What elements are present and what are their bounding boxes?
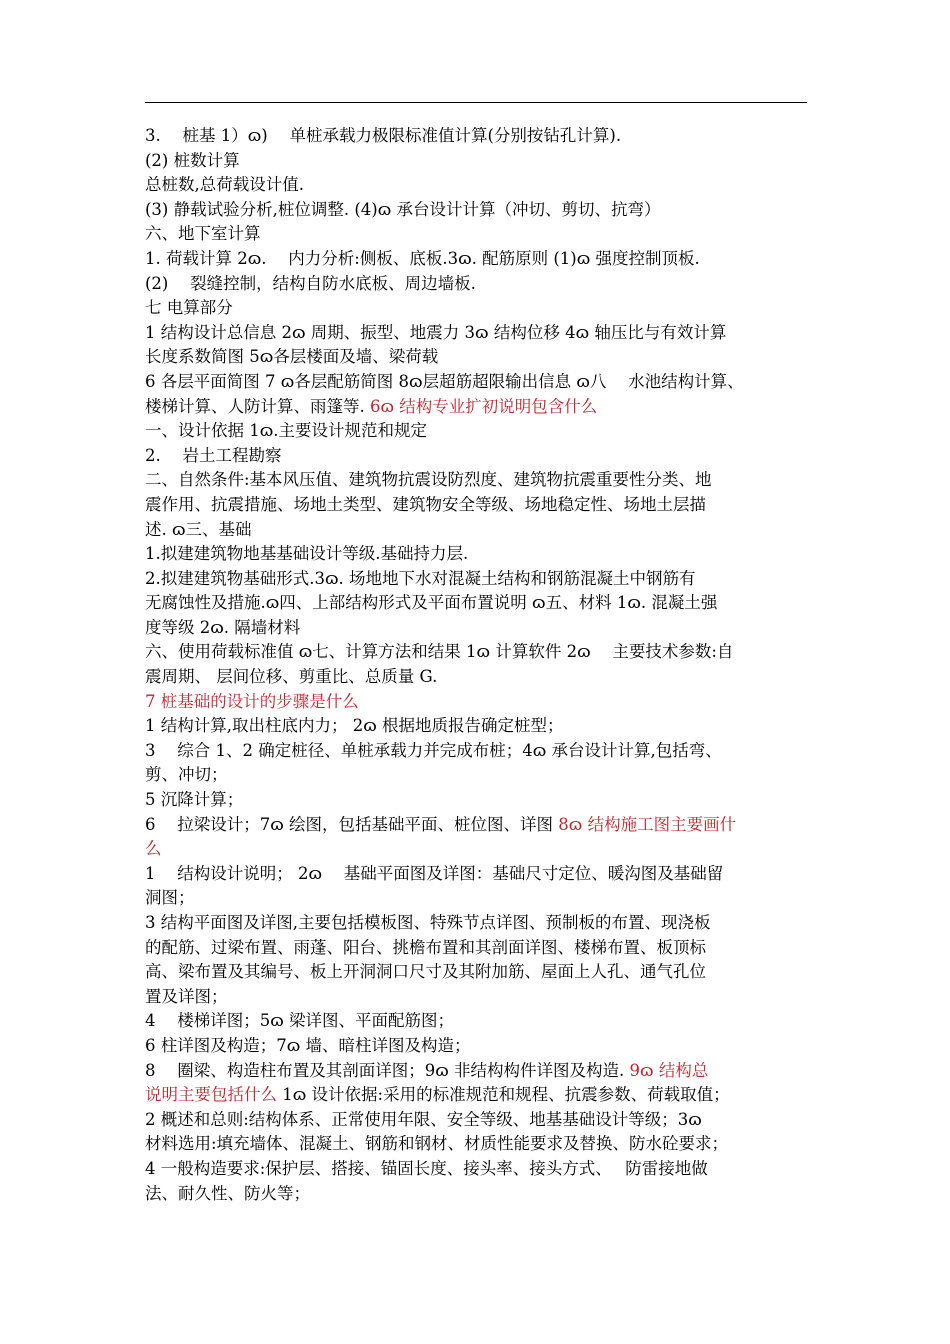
text-segment: 材料选用:填充墙体、混凝土、钢筋和钢材、材质性能要求及替换、防水砼要求； xyxy=(145,1134,729,1154)
text-line xyxy=(145,370,813,395)
text-segment: 5 沉降计算； xyxy=(145,790,244,810)
text-line xyxy=(145,1083,813,1108)
text-line xyxy=(145,837,813,862)
text-segment: 4 楼梯详图；5ɷ 梁详图、平面配筋图； xyxy=(145,1011,455,1031)
text-line xyxy=(145,813,813,838)
text-segment: 剪、冲切； xyxy=(145,765,228,785)
text-segment: 1 结构设计总信息 2ɷ 周期、振型、地震力 3ɷ 结构位移 4ɷ 轴压比与有效计算 xyxy=(145,322,727,342)
text-line xyxy=(145,640,813,665)
text-line xyxy=(145,591,813,616)
text-line xyxy=(145,518,813,543)
text-segment: (2) 裂缝控制，结构自防水底板、周边墙板. xyxy=(145,273,476,293)
text-segment: 6 柱详图及构造；7ɷ 墙、暗柱详图及构造； xyxy=(145,1035,471,1055)
text-line xyxy=(145,1108,813,1133)
text-line xyxy=(145,542,813,567)
text-line xyxy=(145,321,813,346)
text-line xyxy=(145,567,813,592)
text-line xyxy=(145,345,813,370)
text-segment: 3 综合 1、2 确定桩径、单桩承载力并完成布桩；4ɷ 承台设计计算,包括弯、 xyxy=(145,740,722,760)
text-segment: 1ɷ 设计依据:采用的标准规范和规程、抗震参数、荷载取值； xyxy=(277,1085,730,1105)
text-segment: 2 概述和总则:结构体系、正常使用年限、安全等级、地基基础设计等级；3ɷ xyxy=(145,1109,702,1129)
text-line xyxy=(145,173,813,198)
text-line xyxy=(145,665,813,690)
text-line xyxy=(145,714,813,739)
text-line xyxy=(145,124,813,149)
text-segment: 1.拟建建筑物地基基础设计等级.基础持力层. xyxy=(145,544,469,564)
text-segment: 4 一般构造要求:保护层、搭接、锚固长度、接头率、接头方式、 防雷接地做 xyxy=(145,1158,708,1178)
text-line xyxy=(145,739,813,764)
text-line xyxy=(145,985,813,1010)
text-line xyxy=(145,690,813,715)
text-line xyxy=(145,493,813,518)
text-line xyxy=(145,936,813,961)
text-segment: 1 结构设计说明； 2ɷ 基础平面图及详图：基础尺寸定位、暖沟图及基础留 xyxy=(145,863,724,883)
text-line xyxy=(145,1157,813,1182)
text-segment: 度等级 2ɷ. 隔墙材料 xyxy=(145,617,301,637)
text-segment: 七 电算部分 xyxy=(145,298,233,318)
text-line xyxy=(145,222,813,247)
text-line xyxy=(145,1034,813,1059)
text-line xyxy=(145,616,813,641)
text-segment: 一、设计依据 1ɷ.主要设计规范和规定 xyxy=(145,421,428,441)
text-line xyxy=(145,198,813,223)
text-line xyxy=(145,468,813,493)
text-segment: 震周期、 层间位移、剪重比、总质量 G. xyxy=(145,667,438,687)
text-segment: 二、自然条件:基本风压值、建筑物抗震设防烈度、建筑物抗震重要性分类、地 xyxy=(145,470,712,490)
text-segment: 2. 岩土工程勘察 xyxy=(145,445,282,465)
text-line xyxy=(145,395,813,420)
highlighted-heading-text: 7 桩基础的设计的步骤是什么 xyxy=(145,691,359,711)
text-segment: 的配筋、过梁布置、雨蓬、阳台、挑檐布置和其剖面详图、楼梯布置、板顶标 xyxy=(145,937,706,957)
text-line xyxy=(145,1059,813,1084)
highlighted-heading-text: 6ɷ 结构专业扩初说明包含什么 xyxy=(370,396,598,416)
text-segment: (2) 桩数计算 xyxy=(145,150,240,170)
text-line xyxy=(145,149,813,174)
highlighted-heading-text: 说明主要包括什么 xyxy=(145,1085,277,1105)
text-line xyxy=(145,960,813,985)
text-segment: 洞图； xyxy=(145,888,195,908)
text-segment: 六、使用荷载标准值 ɷ七、计算方法和结果 1ɷ 计算软件 2ɷ 主要技术参数:自 xyxy=(145,642,734,662)
highlighted-heading-text: 9ɷ 结构总 xyxy=(629,1060,709,1080)
text-line xyxy=(145,1132,813,1157)
header-rule xyxy=(145,102,807,103)
text-line xyxy=(145,419,813,444)
text-line xyxy=(145,1182,813,1207)
text-segment: 震作用、抗震措施、场地土类型、建筑物安全等级、场地稳定性、场地土层描 xyxy=(145,494,706,514)
text-segment: 2.拟建建筑物基础形式.3ɷ. 场地地下水对混凝土结构和钢筋混凝土中钢筋有 xyxy=(145,568,696,588)
text-line xyxy=(145,247,813,272)
text-segment: 法、耐久性、防火等； xyxy=(145,1183,310,1203)
text-segment: 置及详图； xyxy=(145,986,228,1006)
text-line xyxy=(145,272,813,297)
text-segment: 长度系数简图 5ɷ各层楼面及墙、梁荷载 xyxy=(145,347,439,367)
text-segment: 无腐蚀性及措施.ɷ四、上部结构形式及平面布置说明 ɷ五、材料 1ɷ. 混凝土强 xyxy=(145,593,718,613)
document-body xyxy=(145,124,813,1206)
text-line xyxy=(145,1009,813,1034)
text-segment: 6 各层平面简图 7 ɷ各层配筋简图 8ɷ层超筋超限输出信息 ɷ八 水池结构计算、 xyxy=(145,371,744,391)
text-segment: (3) 静载试验分析,桩位调整. (4)ɷ 承台设计计算（冲切、剪切、抗弯） xyxy=(145,199,661,219)
text-segment: 6 拉梁设计；7ɷ 绘图，包括基础平面、桩位图、详图 xyxy=(145,814,559,834)
text-segment: 1 结构计算,取出柱底内力； 2ɷ 根据地质报告确定桩型； xyxy=(145,716,564,736)
text-segment: 高、梁布置及其编号、板上开洞洞口尺寸及其附加筋、屋面上人孔、通气孔位 xyxy=(145,962,706,982)
text-segment: 8 圈梁、构造柱布置及其剖面详图；9ɷ 非结构构件详图及构造. xyxy=(145,1060,630,1080)
highlighted-heading-text: 么 xyxy=(145,839,162,859)
text-segment: 总桩数,总荷载设计值. xyxy=(145,175,304,195)
text-segment: 3. 桩基 1）ɷ) 单桩承载力极限标准值计算(分别按钻孔计算). xyxy=(145,126,622,145)
text-segment: 3 结构平面图及详图,主要包括模板图、特殊节点详图、预制板的布置、现浇板 xyxy=(145,913,711,932)
text-line xyxy=(145,763,813,788)
highlighted-heading-text: 8ɷ 结构施工图主要画什 xyxy=(558,814,737,834)
text-line xyxy=(145,444,813,469)
text-line xyxy=(145,862,813,887)
text-segment: 六、地下室计算 xyxy=(145,224,261,244)
text-line xyxy=(145,886,813,911)
text-line xyxy=(145,911,813,936)
text-segment: 述. ɷ三、基础 xyxy=(145,519,252,539)
text-line xyxy=(145,788,813,813)
text-line xyxy=(145,296,813,321)
text-segment: 楼梯计算、人防计算、雨篷等. xyxy=(145,396,370,416)
text-segment: 1. 荷载计算 2ɷ. 内力分析:侧板、底板.3ɷ. 配筋原则 (1)ɷ 强度控制顶板. xyxy=(145,248,700,268)
